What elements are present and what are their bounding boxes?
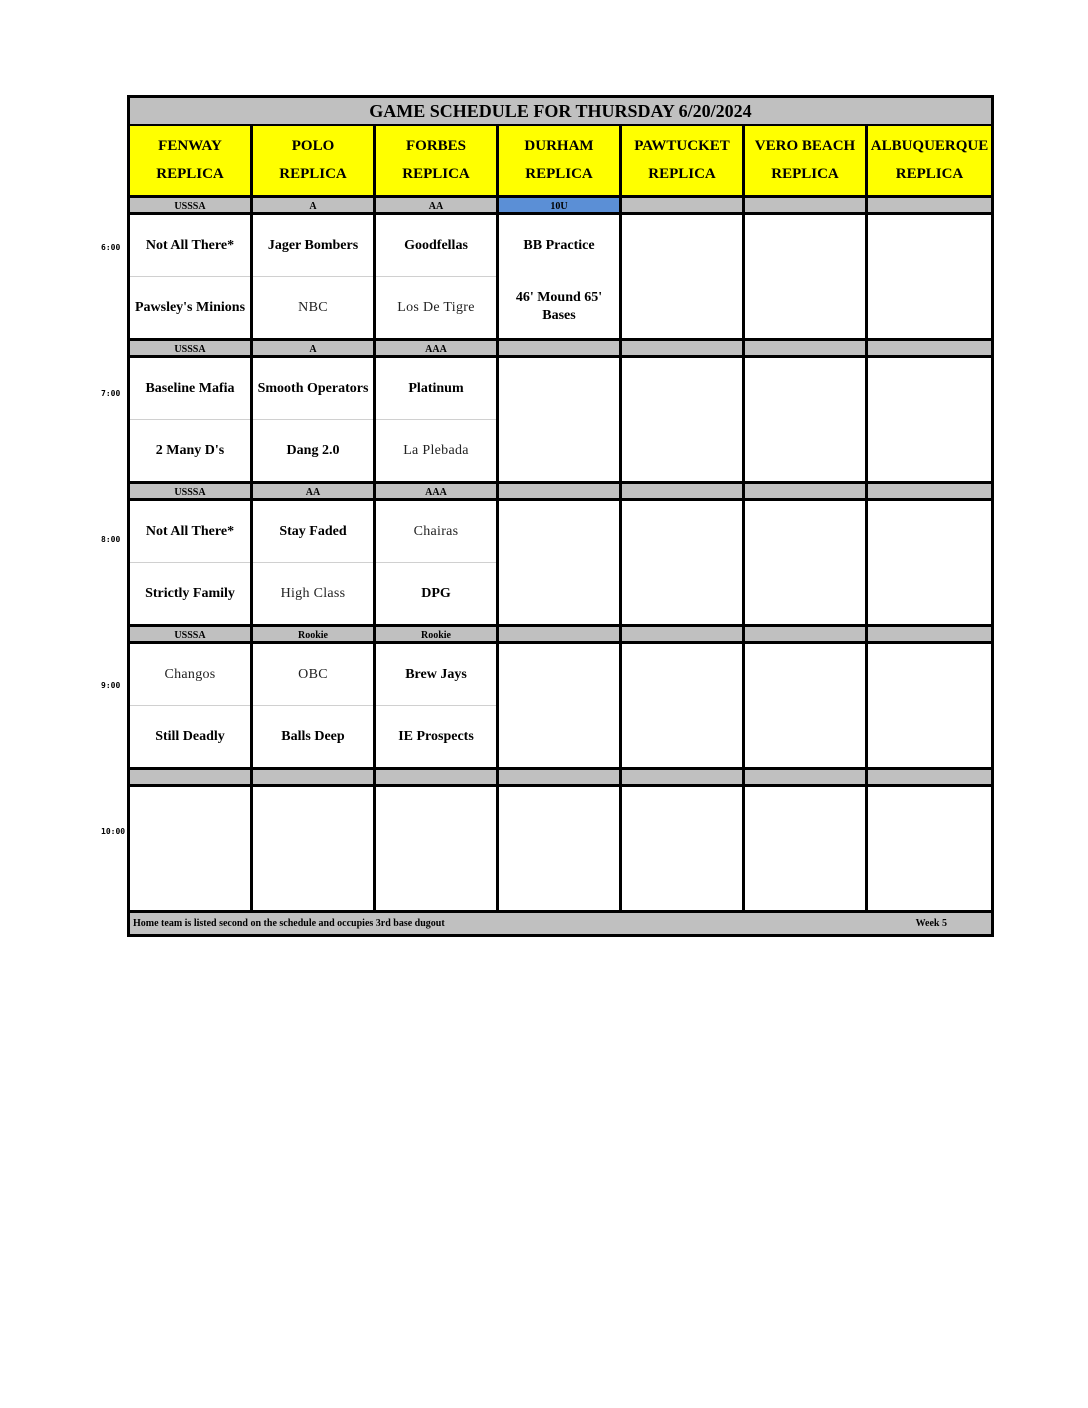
home-team: La Plebada [403, 442, 469, 458]
division-label [622, 627, 745, 644]
away-team: Brew Jays [376, 644, 496, 706]
away-team: BB Practice [523, 237, 595, 253]
away-team [253, 787, 373, 849]
division-label: AAA [376, 484, 499, 501]
division-label [868, 627, 991, 644]
game-schedule-table [127, 95, 994, 937]
away-team: Changos [130, 644, 250, 706]
away-team [130, 787, 250, 849]
time-slots [130, 198, 991, 913]
away-team [622, 787, 742, 849]
home-team [376, 849, 496, 911]
home-team: 2 Many D's [155, 442, 225, 458]
home-team: Dang 2.0 [286, 442, 340, 458]
division-label [745, 627, 868, 644]
home-team [253, 849, 373, 911]
division-label: AA [253, 484, 376, 501]
game-cell [253, 215, 376, 341]
division-label [130, 770, 253, 787]
home-team: Strictly Family [145, 585, 235, 601]
away-team [745, 215, 865, 277]
division-label: A [253, 198, 376, 215]
division-row [130, 484, 991, 501]
away-team [868, 358, 991, 420]
home-team [745, 420, 865, 482]
division-label: USSSA [130, 627, 253, 644]
game-cell [253, 501, 376, 627]
game-cell [745, 215, 868, 341]
away-team [868, 787, 991, 849]
away-team [745, 501, 865, 563]
game-cell [499, 787, 622, 913]
division-row [130, 341, 991, 358]
division-label [622, 484, 745, 501]
division-row [130, 770, 991, 787]
game-cell [622, 787, 745, 913]
away-team [499, 501, 619, 563]
field-header-0 [130, 126, 253, 198]
division-label: USSSA [130, 198, 253, 215]
away-team: Chairas [376, 501, 496, 563]
away-team [499, 644, 619, 706]
away-team [745, 358, 865, 420]
time-label: 6:00 [101, 243, 121, 252]
away-team [745, 787, 865, 849]
home-team [622, 277, 742, 339]
field-name: FENWAY [158, 137, 222, 154]
field-name: POLO [291, 137, 335, 154]
time-label: 8:00 [101, 535, 121, 544]
game-cell [868, 644, 991, 770]
game-cell [499, 358, 622, 484]
game-row [130, 644, 991, 770]
home-team: High Class [280, 585, 346, 601]
field-header-3 [499, 126, 622, 198]
home-team: 46' Mound 65' Bases [515, 290, 603, 324]
footer-note: Home team is listed second on the schedule and occupies 3rd base dugout [133, 918, 445, 929]
game-cell [745, 644, 868, 770]
game-cell [745, 787, 868, 913]
division-row [130, 198, 991, 215]
game-cell [376, 215, 499, 341]
home-team [868, 849, 991, 911]
division-label [745, 770, 868, 787]
field-name: FORBES [405, 137, 466, 154]
away-team: Not All There* [130, 501, 250, 563]
away-team [868, 215, 991, 277]
division-label: USSSA [130, 484, 253, 501]
division-label [868, 198, 991, 215]
game-cell [130, 787, 253, 913]
away-team [745, 644, 865, 706]
away-team: Baseline Mafia [130, 358, 250, 420]
game-row [130, 787, 991, 913]
home-team: NBC [298, 299, 328, 315]
division-label [622, 770, 745, 787]
away-team [622, 644, 742, 706]
game-cell [622, 644, 745, 770]
home-team [499, 849, 619, 911]
away-team: Not All There* [130, 215, 250, 277]
division-label [868, 770, 991, 787]
field-type: REPLICA [895, 166, 964, 183]
game-cell [376, 787, 499, 913]
division-label [745, 198, 868, 215]
home-team [499, 420, 619, 482]
home-team [868, 563, 991, 625]
division-label [622, 341, 745, 358]
field-name: PAWTUCKET [634, 137, 730, 154]
home-team [868, 706, 991, 768]
game-cell [745, 358, 868, 484]
division-label: Rookie [253, 627, 376, 644]
home-team [622, 420, 742, 482]
division-row [130, 627, 991, 644]
game-cell [499, 644, 622, 770]
game-row [130, 358, 991, 484]
game-cell [130, 644, 253, 770]
schedule-footer [130, 913, 991, 934]
division-label [745, 341, 868, 358]
division-label [376, 770, 499, 787]
home-team: Balls Deep [281, 728, 345, 744]
division-label: AAA [376, 341, 499, 358]
game-cell [868, 358, 991, 484]
game-cell [622, 501, 745, 627]
division-label: AA [376, 198, 499, 215]
away-team: Jager Bombers [253, 215, 373, 277]
game-cell [130, 501, 253, 627]
away-team [622, 501, 742, 563]
home-team [868, 277, 991, 339]
field-type: REPLICA [156, 166, 224, 183]
game-cell [622, 358, 745, 484]
home-team [745, 563, 865, 625]
away-team [868, 644, 991, 706]
division-label [745, 484, 868, 501]
game-cell [622, 215, 745, 341]
division-label [253, 770, 376, 787]
home-team: DPG [421, 585, 451, 601]
division-label [868, 341, 991, 358]
home-team [130, 849, 250, 911]
division-label [868, 484, 991, 501]
away-team [499, 787, 619, 849]
division-label [499, 627, 622, 644]
game-cell [376, 644, 499, 770]
home-team [499, 563, 619, 625]
game-cell [130, 358, 253, 484]
home-team [745, 849, 865, 911]
away-team: Stay Faded [253, 501, 373, 563]
away-team [499, 358, 619, 420]
home-team: Still Deadly [155, 728, 225, 744]
time-label: 10:00 [101, 827, 126, 836]
field-header-6 [868, 126, 991, 198]
home-team [745, 706, 865, 768]
game-cell [376, 501, 499, 627]
game-cell [253, 644, 376, 770]
game-cell [868, 787, 991, 913]
field-type: REPLICA [402, 166, 470, 183]
away-team [622, 215, 742, 277]
game-cell [499, 501, 622, 627]
game-cell [130, 215, 253, 341]
division-label: Rookie [376, 627, 499, 644]
away-team: Platinum [376, 358, 496, 420]
game-row [130, 215, 991, 341]
field-name: DURHAM [524, 137, 594, 154]
division-label [499, 484, 622, 501]
away-team: Goodfellas [376, 215, 496, 277]
home-team [499, 706, 619, 768]
field-header-row [130, 126, 991, 198]
game-cell [253, 358, 376, 484]
game-cell [253, 787, 376, 913]
week-label: Week 5 [915, 918, 947, 929]
home-team [868, 420, 991, 482]
field-header-4 [622, 126, 745, 198]
field-type: REPLICA [648, 166, 716, 183]
game-cell [745, 501, 868, 627]
division-label: 10U [499, 198, 622, 215]
home-team [622, 563, 742, 625]
division-label [622, 198, 745, 215]
division-label [499, 770, 622, 787]
game-cell [376, 358, 499, 484]
field-type: REPLICA [525, 166, 593, 183]
game-cell [868, 215, 991, 341]
home-team [745, 277, 865, 339]
division-label: USSSA [130, 341, 253, 358]
home-team: Pawsley's Minions [134, 299, 246, 315]
field-header-2 [376, 126, 499, 198]
field-name: VERO BEACH [754, 137, 856, 154]
schedule-title: GAME SCHEDULE FOR THURSDAY 6/20/2024 [130, 98, 991, 126]
field-header-5 [745, 126, 868, 198]
home-team: Los De Tigre [397, 299, 475, 315]
away-team: Smooth Operators [253, 358, 373, 420]
home-team: IE Prospects [398, 728, 474, 744]
home-team [622, 849, 742, 911]
field-name: ALBUQUERQUE [870, 137, 989, 154]
division-label: A [253, 341, 376, 358]
time-label: 7:00 [101, 389, 121, 398]
away-team [376, 787, 496, 849]
field-type: REPLICA [279, 166, 347, 183]
game-row [130, 501, 991, 627]
field-type: REPLICA [771, 166, 839, 183]
division-label [499, 341, 622, 358]
away-team [868, 501, 991, 563]
game-cell [499, 215, 622, 341]
time-label: 9:00 [101, 681, 121, 690]
away-team: OBC [253, 644, 373, 706]
game-cell [868, 501, 991, 627]
away-team [622, 358, 742, 420]
field-header-1 [253, 126, 376, 198]
home-team [622, 706, 742, 768]
